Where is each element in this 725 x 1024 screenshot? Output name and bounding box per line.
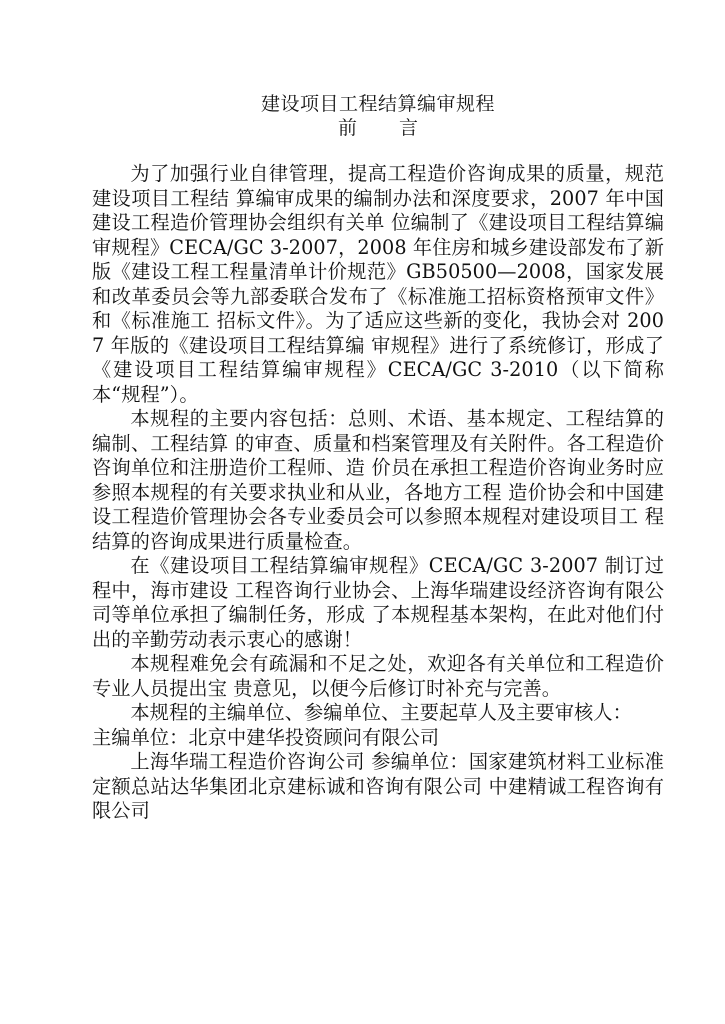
document-subtitle: 前 言	[337, 117, 437, 139]
participants-paragraph: 上海华瑞工程造价咨询公司 参编单位：国家建筑材料工业标准定额总站达华集团北京建标诚和咨询有限公司 中建精诚工程咨询有限公司	[92, 750, 664, 822]
paragraph-feedback: 本规程难免会有疏漏和不足之处，欢迎各有关单位和工程造价专业人员提出宝 贵意见，以便今后修订时补充与完善。	[92, 652, 664, 700]
chief-editor-line: 主编单位：北京中建华投资顾问有限公司	[92, 725, 440, 749]
paragraph-units-intro: 本规程的主编单位、参编单位、主要起草人及主要审核人：	[130, 701, 632, 724]
document-title: 建设项目工程结算编审规程	[260, 93, 495, 115]
paragraph-background: 为了加强行业自律管理，提高工程造价咨询成果的质量，规范建设项目工程结 算编审成果的编制办法和深度要求，2007 年中国建设工程造价管理协会组织有关单 位编制了《建设项目工程结算编审规程》CECA/GC 3-2007，2008 年住房和城乡建设部发布了新版《建设工程工程量清单计价规范》GB50500—2008，国家发展和改革委员会等九部委联合发布了《标准施工招标资格预审文件》和《标准施工 招标文件》。为了适应这些新的变化，我协会对 2007 年版的《建设项目工程结算编 审规程》进行了系统修订，形成了《建设项目工程结算编审规程》CECA/GC 3-2010（以下简称本“规程”）。	[92, 162, 664, 406]
document-page	[92, 92, 664, 824]
paragraph-contents: 本规程的主要内容包括：总则、术语、基本规定、工程结算的编制、工程结算 的审查、质量和档案管理及有关附件。各工程造价咨询单位和注册造价工程师、造 价员在承担工程造价咨询业务时应参照本规程的有关要求执业和从业，各地方工程 造价协会和中国建设工程造价管理协会各专业委员会可以参照本规程对建设项目工 程结算的咨询成果进行质量检查。	[92, 407, 664, 553]
paragraph-acknowledgement: 在《建设项目工程结算编审规程》CECA/GC 3-2007 制订过程中，海市建设 工程咨询行业协会、上海华瑞建设经济咨询有限公司等单位承担了编制任务，形成 了本规程基本架构，在此对他们付出的辛勤劳动表示衷心的感谢！	[92, 554, 664, 651]
